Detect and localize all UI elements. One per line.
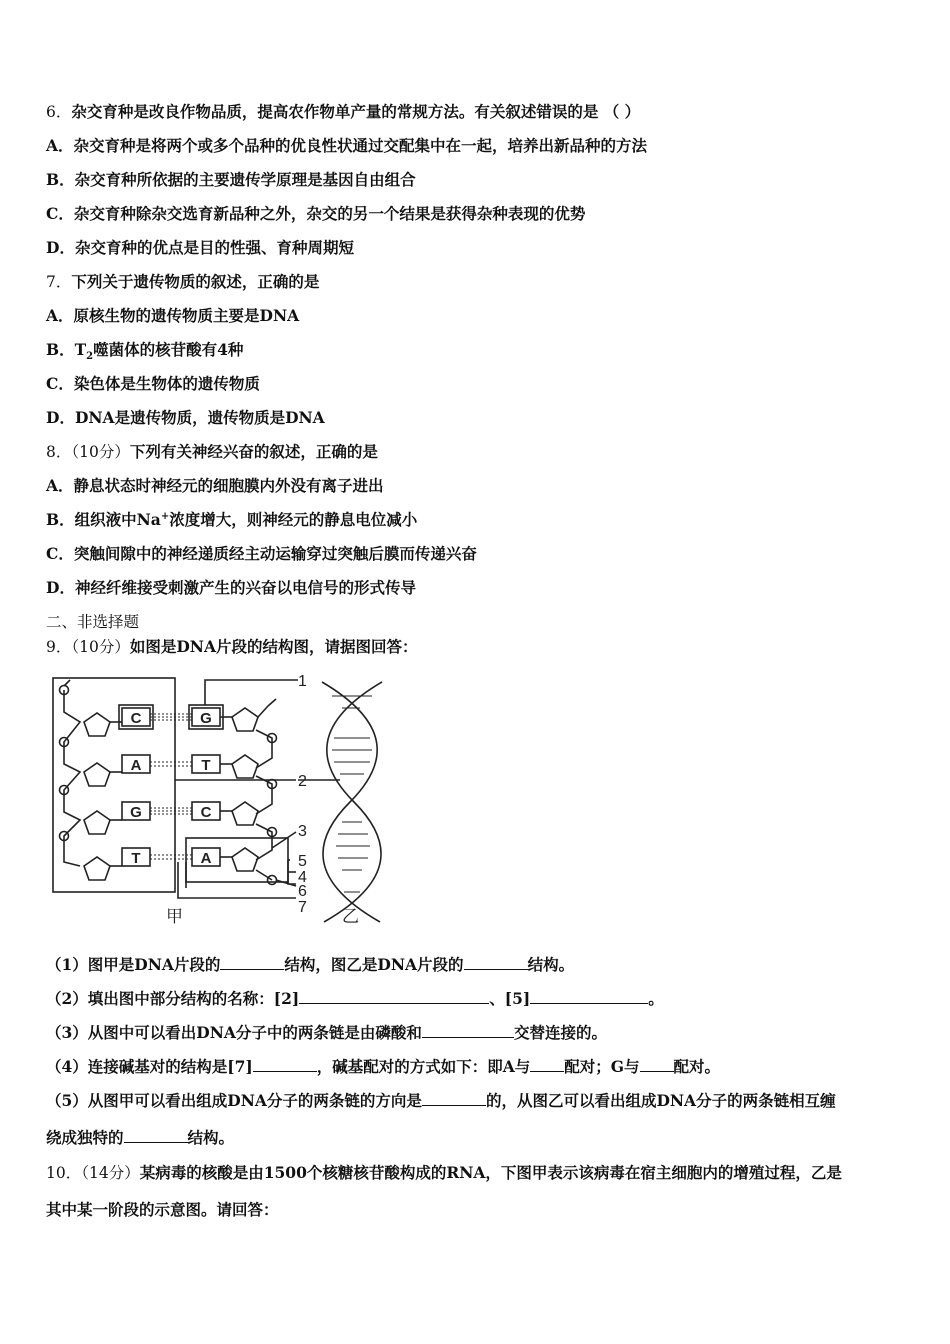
left-sugar-2 xyxy=(84,763,110,786)
dna-structure-figure xyxy=(50,672,410,930)
q10-points: （14分） xyxy=(81,1164,140,1182)
answer-blank[interactable] xyxy=(220,954,284,970)
q9-sub5-a: （5）从图甲可以看出组成DNA分子的两条链的方向是 xyxy=(46,1091,422,1110)
base-right-1: G xyxy=(200,710,212,727)
q9-sub4 xyxy=(46,1056,910,1078)
base-left-2: A xyxy=(130,757,142,774)
q8-option-b xyxy=(46,509,910,531)
q10-stem xyxy=(46,1162,910,1184)
q6-stem-text: 杂交育种是改良作物品质，提高农作物单产量的常规方法。有关叙述错误的是 （ ） xyxy=(71,102,641,121)
q7-option-b-prefix: B．T xyxy=(46,340,87,359)
q9-number: 9． xyxy=(46,638,72,656)
answer-blank[interactable] xyxy=(422,1090,486,1106)
q6-number: 6． xyxy=(46,103,72,121)
q8-number: 8． xyxy=(46,443,72,461)
q10-stem-cont: 其中某一阶段的示意图。请回答： xyxy=(46,1200,279,1219)
q7-option-c: C．染色体是生物体的遗传物质 xyxy=(46,374,260,393)
q9-sub1-c: 结构。 xyxy=(527,955,575,974)
label-2: 2 xyxy=(298,773,307,790)
q9-sub2-a: （2）填出图中部分结构的名称：[2] xyxy=(46,989,300,1008)
q8-stem xyxy=(46,441,910,463)
q7-number: 7． xyxy=(46,273,72,291)
q7-stem-text: 下列关于遗传物质的叙述，正确的是 xyxy=(71,272,320,291)
answer-blank[interactable] xyxy=(464,954,528,970)
q8-points: （10分） xyxy=(71,443,130,461)
q9-stem-text: 如图是DNA片段的结构图，请据图回答： xyxy=(129,637,418,656)
base-right-2: T xyxy=(201,757,211,774)
q9-sub2 xyxy=(46,988,910,1010)
answer-blank[interactable] xyxy=(422,1022,514,1038)
q9-sub3 xyxy=(46,1022,910,1044)
label-5: 5 xyxy=(298,853,307,870)
answer-blank[interactable] xyxy=(253,1056,317,1072)
q7-option-b xyxy=(46,339,910,361)
q9-sub5-d: 结构。 xyxy=(187,1128,235,1147)
q10-number: 10． xyxy=(46,1164,82,1182)
label-7: 7 xyxy=(298,899,307,916)
base-left-3: G xyxy=(130,804,142,821)
left-sugar-1 xyxy=(84,713,110,736)
label-4: 4 xyxy=(298,869,307,886)
q9-sub2-b: 、[5] xyxy=(489,989,531,1008)
caption-yi: 乙 xyxy=(342,907,359,927)
q7-option-d: D．DNA是遗传物质，遗传物质是DNA xyxy=(46,408,325,427)
q9-sub1 xyxy=(46,954,910,976)
label-6: 6 xyxy=(298,883,307,900)
q6-option-b: B．杂交育种所依据的主要遗传学原理是基因自由组合 xyxy=(46,170,416,189)
q8-option-d: D．神经纤维接受刺激产生的兴奋以电信号的形式传导 xyxy=(46,578,416,597)
left-sugar-3 xyxy=(84,811,110,834)
base-right-4: A xyxy=(200,850,212,867)
q9-sub5-b: 的，从图乙可以看出组成DNA分子的两条链相互缠 xyxy=(485,1091,836,1110)
base-right-3: C xyxy=(200,804,212,821)
q7-option-b-sub: 2 xyxy=(86,351,94,363)
q9-points: （10分） xyxy=(71,638,130,656)
base-left-4: T xyxy=(131,850,141,867)
q9-sub2-c: 。 xyxy=(648,989,664,1008)
q9-stem xyxy=(46,636,910,658)
q9-sub3-b: 交替连接的。 xyxy=(513,1023,607,1042)
q7-option-b-suffix: 噬菌体的核苷酸有4种 xyxy=(93,340,244,359)
q6-option-d: D．杂交育种的优点是目的性强、育种周期短 xyxy=(46,238,354,257)
answer-blank[interactable] xyxy=(124,1127,188,1143)
section-heading: 二、非选择题 xyxy=(46,613,140,631)
label-1: 1 xyxy=(298,673,307,690)
q7-option-a: A．原核生物的遗传物质主要是DNA xyxy=(46,306,300,325)
label-3: 3 xyxy=(298,823,307,840)
base-left-1: C xyxy=(130,710,142,727)
q6-option-c: C．杂交育种除杂交选育新品种之外，杂交的另一个结果是获得杂种表现的优势 xyxy=(46,204,586,223)
q9-sub4-b: ，碱基配对的方式如下：即A与 xyxy=(316,1057,531,1076)
left-strand-frame xyxy=(53,678,175,892)
q9-sub5-cont xyxy=(46,1127,910,1149)
q7-stem xyxy=(46,271,910,293)
left-sugar-4 xyxy=(84,857,110,880)
q9-sub4-d: 配对。 xyxy=(673,1057,721,1076)
q9-sub5 xyxy=(46,1090,910,1112)
q8-option-b-sup: + xyxy=(160,510,170,522)
q10-stem-line1: 某病毒的核酸是由1500个核糖核苷酸构成的RNA，下图甲表示该病毒在宿主细胞内的增殖过程，乙是 xyxy=(139,1163,842,1182)
q8-option-b-prefix: B．组织液中Na xyxy=(46,510,161,529)
q6-option-a: A．杂交育种是将两个或多个品种的优良性状通过交配集中在一起，培养出新品种的方法 xyxy=(46,136,648,155)
q9-sub3-a: （3）从图中可以看出DNA分子中的两条链是由磷酸和 xyxy=(46,1023,422,1042)
q8-option-a: A．静息状态时神经元的细胞膜内外没有离子进出 xyxy=(46,476,384,495)
q8-stem-text: 下列有关神经兴奋的叙述，正确的是 xyxy=(129,442,378,461)
q9-sub1-b: 结构，图乙是DNA片段的 xyxy=(284,955,464,974)
answer-blank[interactable] xyxy=(530,988,648,1004)
answer-blank[interactable] xyxy=(640,1056,674,1072)
answer-blank[interactable] xyxy=(299,988,489,1004)
q8-option-b-suffix: 浓度增大，则神经元的静息电位减小 xyxy=(169,510,418,529)
q9-sub4-a: （4）连接碱基对的结构是[7] xyxy=(46,1057,253,1076)
q8-option-c: C．突触间隙中的神经递质经主动运输穿过突触后膜而传递兴奋 xyxy=(46,544,477,563)
q9-sub4-c: 配对；G与 xyxy=(564,1057,640,1076)
q9-sub1-a: （1）图甲是DNA片段的 xyxy=(46,955,221,974)
q6-stem xyxy=(46,101,910,123)
caption-jia: 甲 xyxy=(166,907,183,927)
q9-sub5-c: 绕成独特的 xyxy=(46,1128,124,1147)
answer-blank[interactable] xyxy=(530,1056,564,1072)
